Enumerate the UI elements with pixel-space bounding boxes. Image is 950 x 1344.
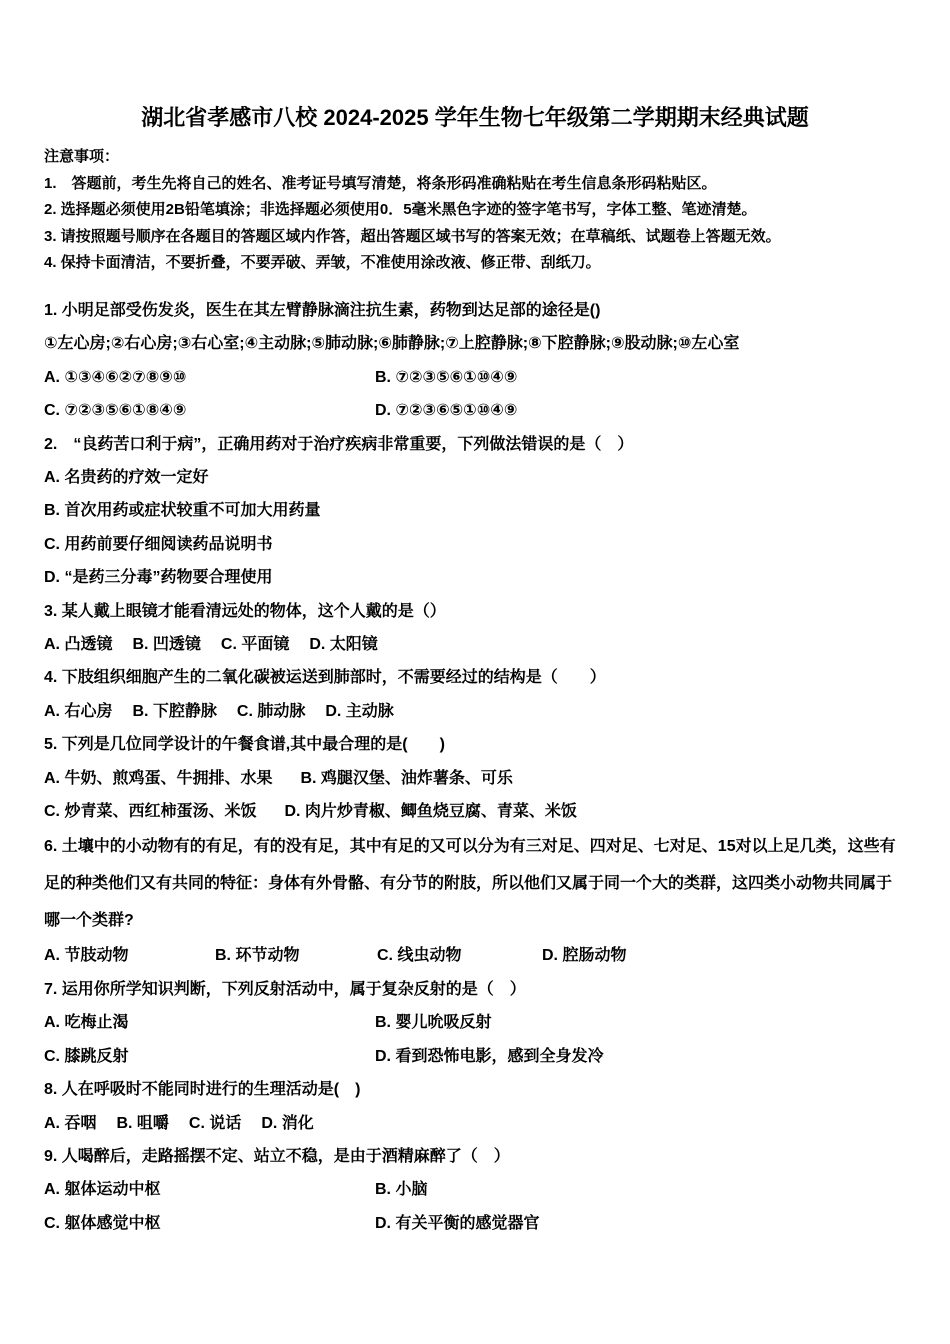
question-2-stem: 2. “良药苦口利于病”，正确用药对于治疗疾病非常重要，下列做法错误的是（ ） [44,435,634,453]
question-6-stem: 6. 土壤中的小动物有的有足，有的没有足，其中有足的又可以分为有三对足、四对足、七对足、15对以上足几类，这些有足的种类他们又有共同的特征：身体有外骨骼、有分节的附肢，所以他们又属于同一个大的类群，这四类小动物共同属于哪一个类群? [44,838,896,930]
question-1 [44,294,906,428]
question-6-options-row [44,939,906,972]
notice-section [44,144,906,277]
question-4-option-b: B. 下腔静脉 [132,702,217,720]
question-3-options-row [44,628,906,661]
question-9-option-a: A. 躯体运动中枢 [44,1181,161,1199]
question-6 [44,828,906,972]
question-2 [44,428,906,595]
question-6-option-d: D. 腔肠动物 [542,947,627,965]
question-7-option-a: A. 吃梅止渴 [44,1014,129,1032]
page-title: 湖北省孝感市八校 2024-2025 学年生物七年级第二学期期末经典试题 [141,105,809,130]
question-4-option-d: D. 主动脉 [325,702,394,720]
question-3 [44,595,906,662]
question-4-option-c: C. 肺动脉 [236,702,306,720]
question-5-option-c: C. 炒青菜、西红柿蛋汤、米饭 [44,803,257,821]
question-7-option-d: D. 看到恐怖电影，感到全身发冷 [375,1047,604,1065]
question-2-option-c: C. 用药前要仔细阅读药品说明书 [44,535,273,553]
question-5-stem: 5. 下列是几位同学设计的午餐食谱,其中最合理的是( ) [44,736,445,754]
notice-heading: 注意事项： [44,148,120,165]
question-1-option-a: A. ①③④⑥②⑦⑧⑨⑩ [44,368,187,386]
question-8-stem: 8. 人在呼吸时不能同时进行的生理活动是( ) [44,1081,361,1099]
question-5-option-d: D. 肉片炒青椒、鲫鱼烧豆腐、青菜、米饭 [284,803,577,821]
question-6-option-b: B. 环节动物 [215,947,300,965]
question-8-option-b: B. 咀嚼 [116,1114,169,1132]
question-1-options-row-1 [44,361,906,394]
question-4-stem: 4. 下肢组织细胞产生的二氧化碳被运送到肺部时，不需要经过的结构是（ ） [44,669,606,687]
question-9-options-row-2 [44,1207,906,1240]
notice-item: 1. 答题前，考生先将自己的姓名、准考证号填写清楚，将条形码准确粘贴在考生信息条形码粘贴区。 [44,174,717,192]
question-9 [44,1140,906,1240]
question-1-option-b: B. ⑦②③⑤⑥①⑩④⑨ [375,368,518,386]
question-5-options-row-1 [44,762,906,795]
question-9-option-d: D. 有关平衡的感觉器官 [375,1214,540,1232]
question-5-option-b: B. 鸡腿汉堡、油炸薯条、可乐 [300,769,513,787]
question-2-option-a: A. 名贵药的疗效一定好 [44,469,209,486]
question-8 [44,1073,906,1140]
notice-item: 2. 选择题必须使用2B铅笔填涂；非选择题必须使用0．5毫米黑色字迹的签字笔书写，字体工整、笔迹清楚。 [44,201,757,219]
question-7-option-b: B. 婴儿吮吸反射 [375,1014,492,1032]
question-1-stem: 1. 小明足部受伤发炎，医生在其左臂静脉滴注抗生素，药物到达足部的途径是() [44,301,601,319]
question-7-options-row-2 [44,1040,906,1073]
question-3-option-d: D. 太阳镜 [309,636,378,654]
question-5 [44,728,906,828]
questions-section [44,294,906,1240]
question-4 [44,661,906,728]
question-1-numbered-list: ①左心房;②右心房;③右心室;④主动脉;⑤肺动脉;⑥肺静脉;⑦上腔静脉;⑧下腔静脉;⑨股动脉;⑩左心室 [44,335,740,353]
question-1-options-row-2 [44,394,906,427]
question-8-option-a: A. 吞咽 [44,1114,97,1132]
question-7 [44,973,906,1073]
question-4-options-row [44,695,906,728]
question-5-options-row-2 [44,795,906,828]
question-5-option-a: A. 牛奶、煎鸡蛋、牛拥排、水果 [44,769,273,787]
question-9-option-b: B. 小脑 [375,1181,428,1199]
question-1-option-d: D. ⑦②③⑥⑤①⑩④⑨ [375,402,518,420]
question-9-option-c: C. 躯体感觉中枢 [44,1214,161,1232]
question-2-option-b: B. 首次用药或症状较重不可加大用药量 [44,502,321,520]
question-3-option-a: A. 凸透镜 [44,636,113,654]
question-9-options-row-1 [44,1173,906,1206]
question-3-option-b: B. 凹透镜 [132,636,201,654]
question-8-options-row [44,1107,906,1140]
question-8-option-c: C. 说话 [188,1114,242,1132]
notice-item: 3. 请按照题号顺序在各题目的答题区域内作答，超出答题区域书写的答案无效；在草稿纸、试题卷上答题无效。 [44,227,781,245]
question-1-option-c: C. ⑦②③⑤⑥①⑧④⑨ [44,402,187,420]
question-9-stem: 9. 人喝醉后，走路摇摆不定、站立不稳，是由于酒精麻醉了（ ） [44,1147,510,1165]
question-7-options-row-1 [44,1006,906,1039]
question-2-option-d: D. “是药三分毒”药物要合理使用 [44,569,273,587]
question-6-option-a: A. 节肢动物 [44,947,129,965]
question-6-option-c: C. 线虫动物 [377,947,462,965]
question-7-option-c: C. 膝跳反射 [44,1047,129,1065]
question-3-stem: 3. 某人戴上眼镜才能看清远处的物体，这个人戴的是（） [44,602,446,620]
question-4-option-a: A. 右心房 [44,702,113,720]
notice-item: 4. 保持卡面清洁，不要折叠，不要弄破、弄皱，不准使用涂改液、修正带、刮纸刀。 [44,254,601,272]
question-7-stem: 7. 运用你所学知识判断，下列反射活动中，属于复杂反射的是（ ） [44,980,526,998]
question-8-option-d: D. 消化 [261,1114,314,1132]
question-3-option-c: C. 平面镜 [220,636,290,654]
